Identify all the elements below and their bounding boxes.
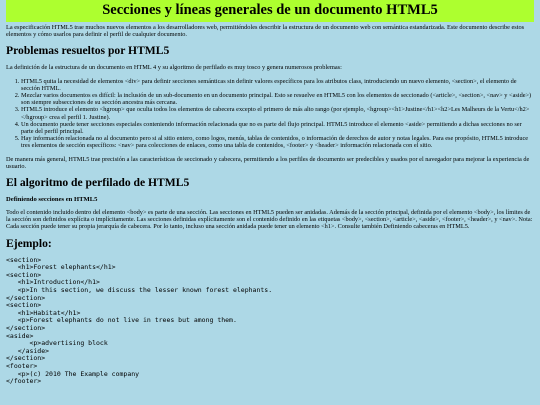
section-heading-example: Ejemplo: — [6, 236, 52, 250]
example-code-block: <section> <h1>Forest elephants</h1> <section> <h1>Introduction</h1> <p>In this section, we discuss the lesser known forest elephants. </section> <section> <h1>Habitat</h1> <p>Forest elephants do not live in trees but among them. </section> <aside> <p>advertising block </aside> </section> <footer> <p>(c) 2010 The Example company </footer> — [6, 255, 273, 386]
problems-list — [6, 78, 535, 150]
page-title: Secciones y líneas generales de un documento HTML5 — [6, 0, 534, 22]
section-heading-problems: Problemas resueltos por HTML5 — [6, 44, 170, 58]
list-item: 2. Mezclar varios documentos es difícil: la inclusión de un sub-documento en un documento principal. Esto se resuelve en HTML5 con los elementos de seccionado (<article>, <section>, <nav> y <aside>) son siempre subsecciones de su sección ancestra más cercana. — [21, 92, 535, 106]
list-item: 4. Un documento puede tener secciones especiales conteniendo información relacionada que no es parte del flujo principal. HTML5 introduce el elemento <aside> permitiendo a dichas secciones no ser parte del perfil principal. — [21, 121, 535, 135]
list-item: 3. HTML5 introduce el elemento <hgroup> que oculta todos los elementos de cabecera excepto el primero de más alto rango (por ejemplo, <hgroup><h1>Justine</h1><h2>Les Malheurs de la Vertu</h2></hgroup> crea el perfil 1. Justine). — [21, 106, 535, 120]
section-heading-algorithm: El algoritmo de perfilado de HTML5 — [6, 176, 190, 190]
list-item: 5. Hay información relacionada no al documento pero si al sitio entero, como logos, menús, tablas de contenidos, o información de derechos de autor y notas legales. Para ese propósito, HTML5 introduce tres elementos de sección específicos: <nav> para colecciones de enlaces, como una tabla de contenidos, <footer> y <header> información relacionada con el sitio. — [21, 135, 535, 149]
list-item: 1. HTML5 quita la necesidad de elementos <div> para definir secciones semánticas sin definir valores específicos para los atributos class, introduciendo un nuevo elemento, <section>, el elemento de sección HTML. — [21, 78, 535, 92]
main-content — [0, 22, 540, 386]
problems-lead-paragraph: La definición de la estructura de un documento en HTML 4 y su algoritmo de perfilado es muy tosco y genera numerosos problemas: — [6, 64, 342, 72]
problems-closing-paragraph: De manera más general, HTML5 trae precisión a las características de seccionado y cabecera, permitiendo a los perfiles de documento ser predecibles y usados por el navegador para mejorar la experiencia de usuario. — [6, 155, 530, 170]
algorithm-paragraph: Todo el contenido incluido dentro del elemento <body> es parte de una sección. Las secciones en HTML5 pueden ser anidadas. Además de la sección principal, definida por el elemento <body>, los límites de la sección son definidos explícita o implícitamente. Las secciones definidas explícitamente son el contenido definido en las etiquetas <body>, <section>, <article>, <aside>, <footer>, <header>, y <nav>. Nota: Cada sección puede tener su propia jerarquía de cabecera. Por lo tanto, incluso una sección anidada puede tener un elemento <h1>. Consulte también Definiendo cabeceras en HTML5. — [6, 209, 533, 231]
subheading-defining-sections: Definiendo secciones en HTML5 — [6, 196, 98, 204]
intro-paragraph: La especificación HTML5 trae muchos nuevos elementos a los desarrolladores web, permitiéndoles describir la estructura de un documento web con semántica estandarizada. Este documento describe estos elementos y cómo usarlos para definir el perfil de cualquier documento. — [6, 24, 525, 39]
